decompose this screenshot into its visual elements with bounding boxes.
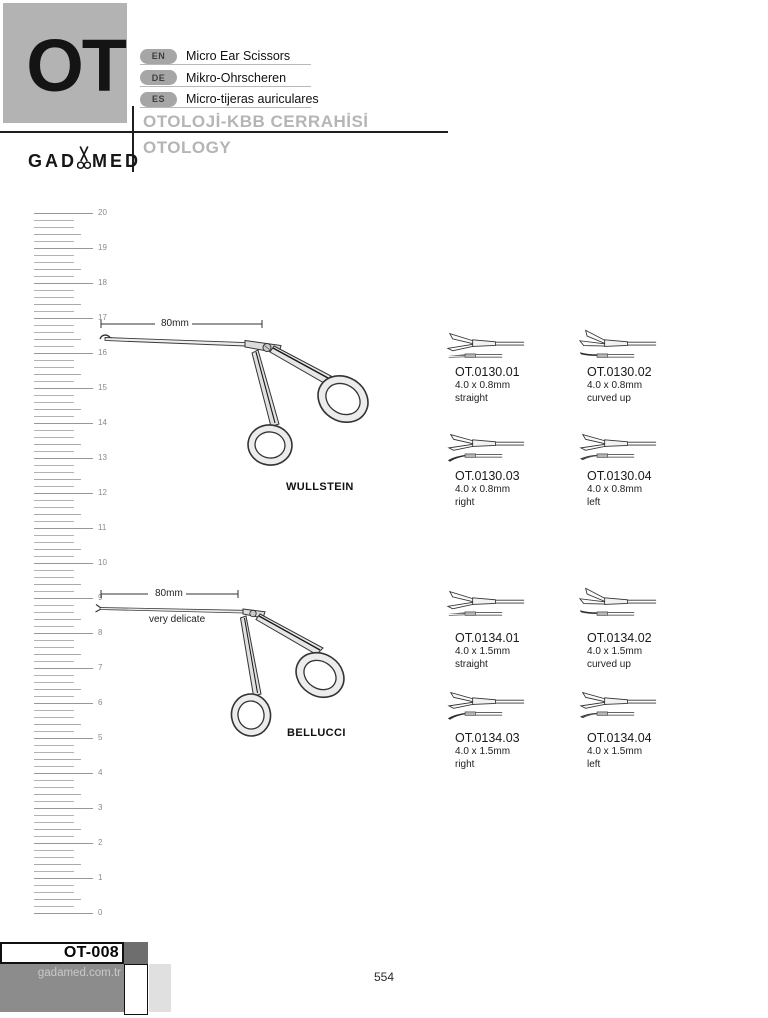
ruler-tick: [34, 773, 93, 774]
product-type: curved up: [587, 393, 631, 404]
ruler-tick: [34, 654, 81, 655]
ruler-tick: [34, 605, 74, 606]
ruler-tick: [34, 220, 74, 221]
product-type: right: [455, 759, 475, 770]
wullstein-instrument-illustration: [95, 313, 370, 486]
ruler-tick: [34, 430, 74, 431]
ruler-tick: [34, 584, 81, 585]
product-ot-0134-01: [446, 587, 574, 671]
ruler-tick: [34, 752, 74, 753]
product-code: OT.0130.04: [587, 469, 652, 483]
ruler-tick: [34, 395, 74, 396]
tip-illustration-curved-up: [578, 587, 658, 621]
brand-logo-suffix: MED: [92, 151, 141, 171]
ruler-tick: [34, 857, 74, 858]
ruler-tick: [34, 885, 74, 886]
product-size: 4.0 x 0.8mm: [587, 380, 643, 391]
ruler-number: 7: [98, 663, 103, 672]
product-code: OT.0130.02: [587, 365, 652, 379]
ruler-tick: [34, 360, 74, 361]
scissors-icon: [77, 145, 91, 171]
product-size: 4.0 x 0.8mm: [455, 380, 511, 391]
ruler-tick: [34, 577, 74, 578]
product-size: 4.0 x 1.5mm: [587, 746, 643, 757]
ruler-tick: [34, 556, 74, 557]
product-code: OT.0130.01: [455, 365, 520, 379]
tip-illustration-curved-up: [578, 329, 658, 363]
product-ot-0134-04: [578, 687, 706, 771]
ruler-tick: [34, 633, 93, 634]
product-code: OT.0134.01: [455, 631, 520, 645]
footer-light-square: [149, 964, 171, 1012]
product-type: left: [587, 497, 601, 508]
ruler-tick: [34, 682, 74, 683]
product-ot-0130-01: [446, 329, 574, 405]
ruler-tick: [34, 612, 74, 613]
ruler-number: 3: [98, 803, 103, 812]
brand-logo: [28, 142, 141, 170]
product-ot-0130-03: [446, 429, 574, 509]
ruler-tick: [34, 745, 74, 746]
ruler-tick: [34, 808, 93, 809]
bellucci-length-dimension: 80mm: [152, 588, 186, 599]
ruler-tick: [34, 227, 74, 228]
product-code: OT.0130.03: [455, 469, 520, 483]
ruler-tick: [34, 668, 93, 669]
ruler-tick: [34, 836, 74, 837]
ruler-tick: [34, 570, 74, 571]
product-code: OT.0134.03: [455, 731, 520, 745]
ruler-tick: [34, 766, 74, 767]
ruler-tick: [34, 899, 81, 900]
ruler-tick: [34, 815, 74, 816]
ruler-tick: [34, 437, 74, 438]
ruler-tick: [34, 304, 81, 305]
language-row-de: [140, 70, 311, 87]
product-size: 4.0 x 0.8mm: [587, 484, 643, 495]
product-type: straight: [455, 659, 488, 670]
language-row-es: [140, 91, 319, 108]
ruler-number: 11: [98, 523, 107, 532]
ruler-number: 0: [98, 908, 103, 917]
ruler-tick: [34, 864, 81, 865]
ruler-tick: [34, 780, 74, 781]
ruler-tick: [34, 549, 81, 550]
footer-white-square: [124, 964, 148, 1015]
category-title-english: OTOLOGY: [143, 138, 232, 157]
ruler-tick: [34, 724, 81, 725]
ruler-tick: [34, 710, 74, 711]
catalog-code-box: [0, 942, 124, 964]
ruler-tick: [34, 591, 74, 592]
footer-website-box: [0, 964, 124, 1012]
ruler-number: 15: [98, 383, 107, 392]
ruler-tick: [34, 297, 74, 298]
ruler-tick: [34, 794, 81, 795]
ruler-tick: [34, 213, 93, 214]
ruler-tick: [34, 472, 74, 473]
ruler-tick: [34, 283, 93, 284]
ruler-number: 5: [98, 733, 103, 742]
ruler-tick: [34, 234, 81, 235]
ruler-tick: [34, 290, 74, 291]
wullstein-name-label: WULLSTEIN: [286, 481, 354, 493]
tip-illustration-right: [446, 429, 526, 463]
website-url: gadamed.com.tr: [37, 967, 121, 979]
ruler-tick: [34, 689, 81, 690]
ruler-tick: [34, 451, 74, 452]
section-code: OT: [26, 24, 125, 107]
ruler-tick: [34, 850, 74, 851]
product-type: straight: [455, 393, 488, 404]
category-title-turkish: OTOLOJİ-KBB CERRAHİSİ: [143, 112, 369, 131]
product-type: curved up: [587, 659, 631, 670]
ruler-tick: [34, 507, 74, 508]
ruler-tick: [34, 248, 93, 249]
catalog-code: OT-008: [63, 944, 119, 961]
product-size: 4.0 x 1.5mm: [587, 646, 643, 657]
ruler-tick: [34, 423, 93, 424]
product-name-en: Micro Ear Scissors: [186, 49, 291, 63]
ruler-number: 20: [98, 208, 107, 217]
ruler-tick: [34, 843, 93, 844]
ruler-tick: [34, 696, 74, 697]
ruler-tick: [34, 332, 74, 333]
ruler-tick: [34, 738, 93, 739]
section-code-box: [3, 3, 127, 123]
ruler-tick: [34, 241, 74, 242]
ruler-tick: [34, 619, 81, 620]
ruler-number: 12: [98, 488, 107, 497]
language-badge-en: EN: [140, 49, 177, 64]
ruler-tick: [34, 829, 81, 830]
product-ot-0130-02: [578, 329, 706, 405]
ruler-tick: [34, 906, 74, 907]
ruler-tick: [34, 626, 74, 627]
ruler-number: 10: [98, 558, 107, 567]
ruler-tick: [34, 339, 81, 340]
brand-logo-prefix: GAD: [28, 151, 77, 171]
tip-illustration-straight: [446, 587, 526, 621]
language-badge-es: ES: [140, 92, 177, 107]
tip-illustration-straight: [446, 329, 526, 363]
ruler-tick: [34, 647, 74, 648]
ruler-tick: [34, 500, 74, 501]
ruler-tick: [34, 563, 93, 564]
ruler-tick: [34, 486, 74, 487]
bellucci-note: very delicate: [149, 614, 206, 625]
ruler-number: 18: [98, 278, 107, 287]
ruler-tick: [34, 318, 93, 319]
footer-dark-square: [124, 942, 148, 964]
tip-illustration-left: [578, 687, 658, 721]
ruler-tick: [34, 465, 74, 466]
ruler-tick: [34, 353, 93, 354]
ruler-tick: [34, 822, 74, 823]
ruler-tick: [34, 661, 74, 662]
ruler-tick: [34, 528, 93, 529]
ruler-tick: [34, 878, 93, 879]
ruler-tick: [34, 801, 74, 802]
ruler-tick: [34, 325, 74, 326]
product-code: OT.0134.04: [587, 731, 652, 745]
ruler-tick: [34, 479, 81, 480]
language-badge-de: DE: [140, 70, 177, 85]
ruler-tick: [34, 416, 74, 417]
tip-illustration-right: [446, 687, 526, 721]
ruler-tick: [34, 367, 74, 368]
ruler-tick: [34, 255, 74, 256]
ruler-tick: [34, 493, 93, 494]
ruler-tick: [34, 871, 74, 872]
ruler-number: 19: [98, 243, 107, 252]
language-row-en: [140, 48, 311, 65]
product-name-de: Mikro-Ohrscheren: [186, 70, 287, 85]
product-ot-0134-02: [578, 587, 706, 671]
wullstein-length-dimension: 80mm: [158, 318, 192, 329]
ruler-tick: [34, 514, 81, 515]
product-ot-0130-04: [578, 429, 706, 509]
product-name-es: Micro-tijeras auriculares: [186, 92, 319, 106]
page-number: 554: [373, 970, 395, 984]
ruler-tick: [34, 458, 93, 459]
ruler-tick: [34, 521, 74, 522]
ruler-number: 6: [98, 698, 103, 707]
bellucci-name-label: BELLUCCI: [287, 727, 346, 739]
ruler-tick: [34, 535, 74, 536]
ruler-tick: [34, 381, 74, 382]
product-type: right: [455, 497, 475, 508]
ruler-tick: [34, 409, 81, 410]
ruler-tick: [34, 269, 81, 270]
ruler-tick: [34, 311, 74, 312]
ruler-tick: [34, 262, 74, 263]
ruler-tick: [34, 346, 74, 347]
ruler-number: 1: [98, 873, 103, 882]
tip-illustration-left: [578, 429, 658, 463]
ruler-tick: [34, 731, 74, 732]
ruler-number: 4: [98, 768, 103, 777]
ruler-tick: [34, 542, 74, 543]
ruler-tick: [34, 598, 93, 599]
ruler-tick: [34, 276, 74, 277]
ruler-number: 14: [98, 418, 107, 427]
product-ot-0134-03: [446, 687, 574, 771]
ruler-tick: [34, 388, 93, 389]
ruler-number: 9: [98, 593, 103, 602]
ruler-tick: [34, 675, 74, 676]
ruler-number: 16: [98, 348, 107, 357]
ruler-tick: [34, 892, 74, 893]
ruler-tick: [34, 787, 74, 788]
ruler-tick: [34, 759, 81, 760]
product-size: 4.0 x 1.5mm: [455, 646, 511, 657]
ruler-number: 8: [98, 628, 103, 637]
ruler-tick: [34, 640, 74, 641]
product-size: 4.0 x 0.8mm: [455, 484, 511, 495]
product-type: left: [587, 759, 601, 770]
ruler-number: 17: [98, 313, 107, 322]
ruler-tick: [34, 913, 93, 914]
ruler-tick: [34, 703, 93, 704]
ruler-number: 2: [98, 838, 103, 847]
ruler-number: 13: [98, 453, 107, 462]
product-code: OT.0134.02: [587, 631, 652, 645]
ruler-tick: [34, 374, 81, 375]
product-size: 4.0 x 1.5mm: [455, 746, 511, 757]
ruler-tick: [34, 444, 81, 445]
ruler-tick: [34, 402, 74, 403]
ruler-tick: [34, 717, 74, 718]
